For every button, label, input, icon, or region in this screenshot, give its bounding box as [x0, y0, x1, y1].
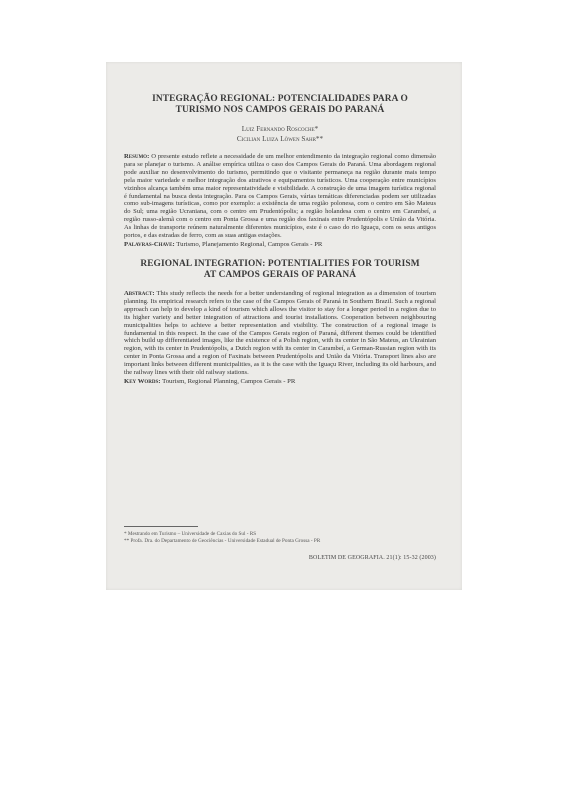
article-body	[124, 94, 436, 386]
footnote-2: ** Profa. Dra. do Departamento de Geociências - Universidade Estadual de Ponta Grossa - PR	[124, 537, 321, 544]
footnotes	[124, 526, 436, 544]
palavras-chave	[124, 241, 436, 249]
key-words	[124, 378, 436, 386]
title-en-line-1: REGIONAL INTEGRATION: POTENTIALITIES FOR TOURISM	[140, 258, 420, 269]
footnote-1: * Mestrando em Turismo – Universidade de Caxias do Sul - RS	[124, 531, 257, 537]
title-en-line-2: AT CAMPOS GERAIS OF PARANÁ	[203, 269, 357, 280]
author-list	[124, 124, 436, 144]
palavras-chave-label: Palavras-Chave:	[124, 240, 175, 248]
title-english	[124, 259, 436, 281]
key-words-label: Key Words:	[124, 377, 161, 385]
abstract-paragraph	[124, 290, 436, 377]
abstract-text: This study reflects the needs for a better understanding of regional integration as a dimension of tourism planning. Its empirical research refers to the case of the Campos Gerais of Paraná in Southern Brazil. Such a regional approach can help to develop a kind of tourism which allows the visitor to stay for a longer period in a region due to its higher variety and better integration of attractions and tourist installations. Cooperation between neighbouring municipalities helps to achieve a better representation and visibility. The construction of a regional image is fundamental in this respect. In the case of the Campos Gerais region of Paraná, different themes could be identified which build up differentiated images, like the existence of a Polish region, with its center in São Mateus, an Ukrainian region, with its center in Prudentópolis, a Dutch region with its center in Carambeí, a German-Russian region with its center in Ponta Grossa and a region of Faxinais between Prudentópolis and União da Vitória. Transport lines also are important links between different municipalities, as it is the case with the Iguaçu River, including its old harbours, and the railway lines with their old railway stations.	[124, 289, 436, 377]
resumo-paragraph	[124, 153, 436, 240]
resumo-label: Resumo:	[124, 153, 150, 160]
palavras-chave-text: Turismo, Planejamento Regional, Campos Gerais - PR	[176, 240, 323, 248]
abstract-label: Abstract:	[124, 289, 155, 297]
title-pt-line-1: INTEGRAÇÃO REGIONAL: POTENCIALIDADES PARA O	[152, 94, 408, 104]
footnote-rule	[124, 526, 198, 527]
journal-citation: BOLETIM DE GEOGRAFIA. 21(1): 15-32 (2003)	[308, 555, 436, 561]
author-2: Cicilian Luiza Löwen Sahr**	[236, 135, 324, 143]
title-portuguese	[124, 94, 436, 116]
author-1: Luiz Fernando Roscoche*	[241, 125, 319, 133]
resumo-text: O presente estudo reflete a necessidade de um melhor entendimento da integração regional como dimensão para se planejar o turismo. A análise empírica utiliza o caso dos Campos Gerais do Paraná. Uma abordagem regional pode auxiliar no desenvolvimento do turismo, permitindo que o visitante permaneça na região durante mais tempo pela maior variedade e melhor integração dos atrativos e equipamentos turísticos. Uma cooperação entre municípios vizinhos alcança também uma maior representatividade e visibilidade. A construção de uma imagem turística regional é fundamental na busca desta integração. Para os Campos Gerais, várias temáticas diferenciadas podem ser utilizadas como sub-imagens turísticas, como por exemplo: a existência de uma região polonesa, com o centro em São Mateus do Sul; uma região Ucraniana, com o centro em Prudentópolis; a região holandesa com o centro em Carambeí, a região russo-alemã com o centro em Ponta Grossa e uma região dos faxinais entre Prudentópolis e União da Vitória. As linhas de transporte reúnem naturalmente diferentes municípios, este é o caso do rio Iguaçu, com os seus antigos portos, e das estradas de ferro, com as suas antigas estações.	[124, 153, 436, 240]
title-pt-line-2: TURISMO NOS CAMPOS GERAIS DO PARANÁ	[175, 105, 385, 115]
key-words-text: Tourism, Regional Planning, Campos Gerais - PR	[162, 377, 296, 385]
